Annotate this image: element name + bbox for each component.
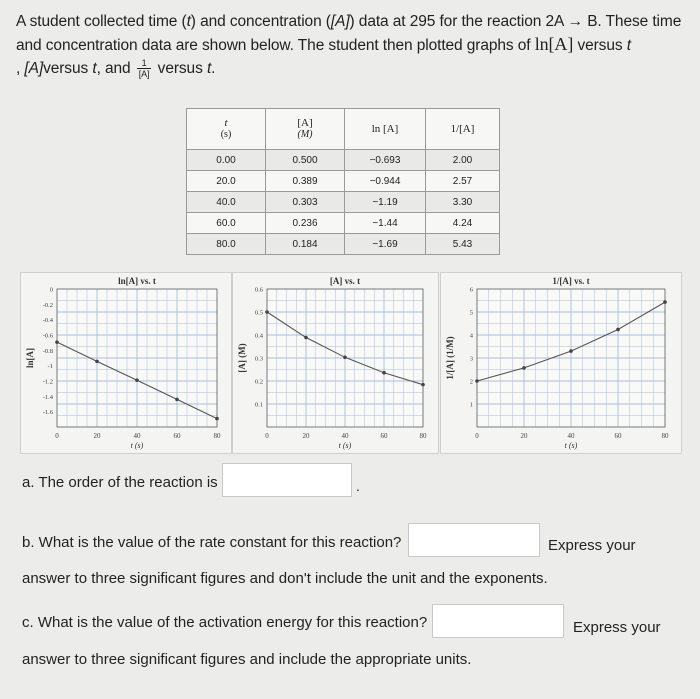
x-tick-label: 60 [614,432,622,440]
x-tick-label: 0 [475,432,479,440]
data-point [265,310,269,314]
data-point [616,328,620,332]
y-tick-label: -1 [47,363,53,371]
x-tick-label: 40 [567,432,575,440]
x-tick-label: 80 [661,432,669,440]
chart-title: ln[A] vs. t [118,276,156,286]
y-axis-label: 1/[A] (1/M) [445,336,455,380]
data-table [186,108,500,255]
x-tick-label: 0 [265,432,269,440]
data-point [343,356,347,360]
data-point [382,371,386,375]
y-tick-label: 3 [469,355,473,363]
question-c-instructions: answer to three significant figures and include the appropriate units. [22,651,472,668]
data-point [175,398,179,402]
y-axis-label: ln[A] [25,348,35,368]
question-c-text: c. What is the value of the activation energy for this reaction? [22,614,428,631]
question-b-instructions: answer to three significant figures and don't include the unit and the exponents. [22,570,548,587]
y-tick-label: 0.6 [254,286,263,294]
table-row: 80.0 0.184 −1.69 5.43 [187,234,500,255]
answer-c-input[interactable] [432,604,564,638]
y-tick-label: -1.4 [42,393,53,401]
y-tick-label: 6 [469,286,473,294]
table-row: 40.0 0.303 −1.19 3.30 [187,192,500,213]
chart-title: [A] vs. t [329,276,361,286]
x-tick-label: 0 [55,432,59,440]
data-point [304,336,308,340]
data-point [95,360,99,364]
data-point [475,379,479,383]
data-point [522,366,526,370]
x-axis-label: t (s) [130,441,144,450]
data-point [215,417,219,421]
x-tick-label: 80 [213,432,221,440]
y-tick-label: -0.2 [42,301,53,309]
data-point [421,383,425,387]
data-point [663,300,667,304]
y-tick-label: -0.6 [42,332,53,340]
table-row: 60.0 0.236 −1.44 4.24 [187,213,500,234]
answer-a-input[interactable] [222,463,352,497]
y-tick-label: 0.5 [254,309,263,317]
question-b-text: b. What is the value of the rate constant for this reaction? [22,534,402,551]
y-tick-label: 0.4 [254,332,263,340]
header-reciprocal-concentration: 1/[A] [426,109,500,150]
y-tick-label: 0.2 [254,378,263,386]
chart-ln-a-vs-t [20,272,232,454]
y-tick-label: 0.1 [254,401,263,409]
y-tick-label: 2 [469,378,473,386]
y-tick-label: -0.4 [42,317,53,325]
question-b-tail: Express your [548,537,636,554]
chart-svg [21,273,231,453]
y-tick-label: -1.2 [42,378,53,386]
y-tick-label: -0.8 [42,347,53,355]
x-tick-label: 20 [93,432,101,440]
chart-svg [233,273,438,453]
data-point [135,378,139,382]
answer-b-input[interactable] [408,523,540,557]
table-row: 20.0 0.389 −0.944 2.57 [187,171,500,192]
data-point [55,340,59,344]
chart-reciprocal-a-vs-t [440,272,682,454]
chart-a-vs-t [232,272,439,454]
x-tick-label: 80 [419,432,427,440]
x-tick-label: 60 [173,432,181,440]
x-tick-label: 20 [520,432,528,440]
y-tick-label: 4 [469,332,473,340]
x-axis-label: t (s) [564,441,578,450]
x-tick-label: 40 [341,432,349,440]
chart-title: 1/[A] vs. t [552,276,590,286]
question-a-period: . [356,478,360,494]
header-ln-concentration: ln [A] [345,109,426,150]
x-axis-label: t (s) [338,441,352,450]
x-tick-label: 60 [380,432,388,440]
y-tick-label: 0 [49,286,53,294]
header-time: t (s) [187,109,266,150]
chart-svg [441,273,681,453]
x-tick-label: 40 [133,432,141,440]
y-tick-label: -1.6 [42,409,53,417]
header-concentration: [A] (M) [266,109,345,150]
table-row: 0.00 0.500 −0.693 2.00 [187,150,500,171]
reciprocal-fraction: $\frac{1}{[A]}$ [138,58,150,80]
y-axis-label: [A] (M) [237,343,247,373]
y-tick-label: 1 [469,401,473,409]
y-tick-label: 0.3 [254,355,263,363]
x-tick-label: 20 [302,432,310,440]
problem-statement: A student collected time (t) and concentration ([A]) data at 295 for the reaction 2A → B. These time and concentration data are shown below. The student then plotted graphs of ln[A] versus t , [A]versus t, and $\frac{1}{[A]}$ versus t. [16,13,682,80]
question-c-tail: Express your [573,619,661,636]
data-point [569,349,573,353]
y-tick-label: 5 [469,309,473,317]
question-a-text: a. The order of the reaction is [22,474,218,491]
